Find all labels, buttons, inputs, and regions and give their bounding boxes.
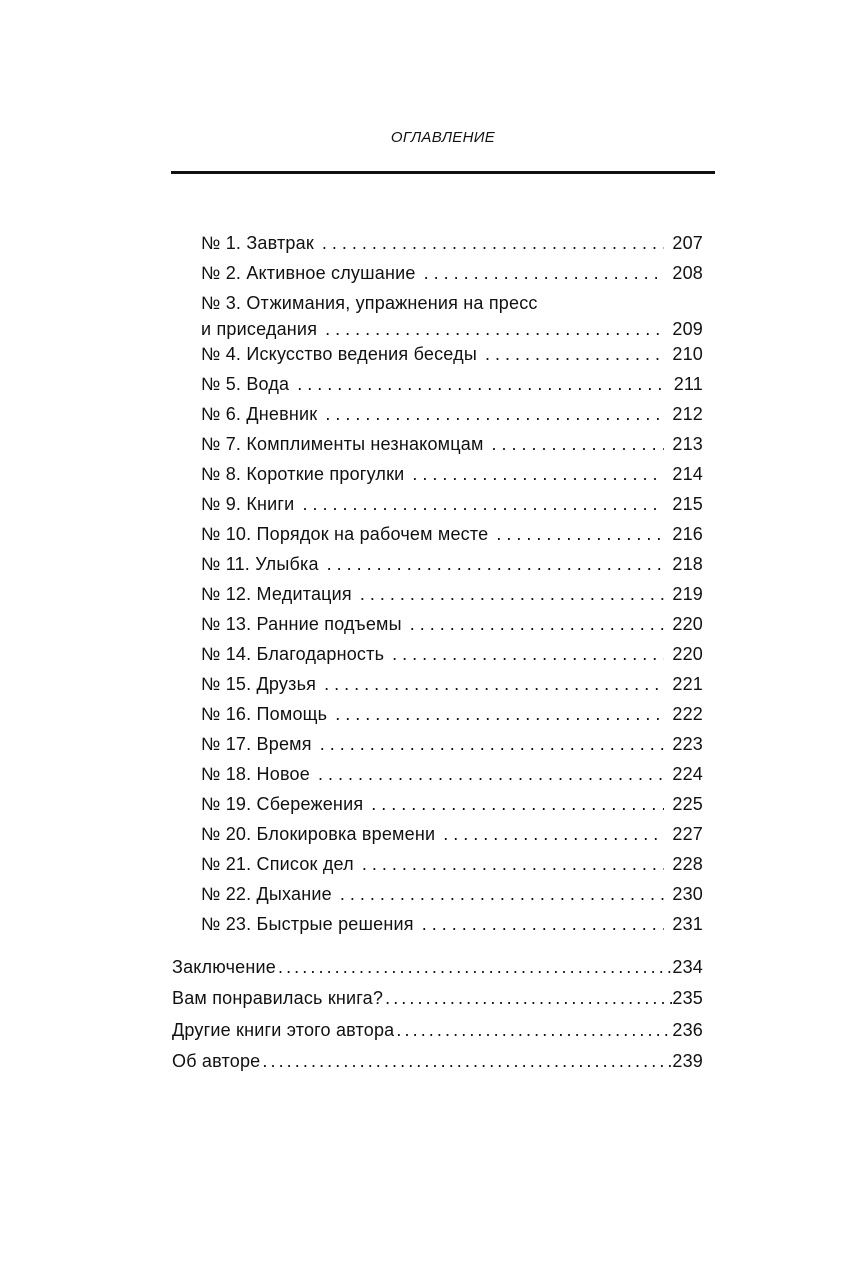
page-number: 227 — [672, 824, 703, 844]
entry-title: № 6. Дневник — [201, 404, 318, 424]
entry-title: № 8. Короткие прогулки — [201, 464, 405, 484]
dot-leader — [325, 318, 664, 340]
toc-entry[interactable] — [201, 403, 703, 433]
entry-title-continued: и приседания — [201, 318, 318, 339]
page-number: 225 — [672, 794, 703, 814]
entry-title: № 9. Книги — [201, 494, 295, 514]
entry-title: № 4. Искусство ведения беседы — [201, 344, 477, 364]
toc-entry[interactable] — [201, 613, 703, 643]
toc-entry[interactable] — [201, 823, 703, 853]
entry-title: № 16. Помощь — [201, 704, 328, 724]
dot-leader — [385, 987, 672, 1009]
dot-leader — [360, 583, 664, 605]
dot-leader — [443, 823, 664, 845]
dot-leader — [324, 673, 664, 695]
entry-title: № 13. Ранние подъемы — [201, 614, 402, 634]
toc-entry[interactable] — [172, 956, 703, 987]
header-rule — [171, 171, 715, 174]
back-matter-list — [172, 956, 703, 1081]
entry-title: № 23. Быстрые решения — [201, 914, 414, 934]
page-number: 215 — [672, 494, 703, 514]
dot-leader — [278, 956, 672, 978]
toc-entry[interactable] — [201, 373, 703, 403]
entry-title: № 12. Медитация — [201, 584, 352, 604]
entry-title: № 19. Сбережения — [201, 794, 364, 814]
page-number: 218 — [672, 554, 703, 574]
dot-leader — [325, 403, 664, 425]
page-number: 216 — [672, 524, 703, 544]
page-number: 234 — [672, 957, 703, 977]
toc-entry[interactable] — [172, 1019, 703, 1050]
page-number: 235 — [672, 988, 703, 1009]
toc-entry[interactable] — [201, 853, 703, 883]
entry-title: № 7. Комплименты незнакомцам — [201, 434, 484, 454]
toc-entry[interactable] — [201, 883, 703, 913]
dot-leader — [322, 232, 664, 254]
dot-leader — [335, 703, 664, 725]
dot-leader — [485, 343, 664, 365]
page-number: 236 — [672, 1019, 703, 1040]
toc-entry[interactable] — [201, 493, 703, 523]
page-number: 230 — [672, 884, 703, 904]
dot-leader — [318, 763, 664, 785]
dot-leader — [412, 463, 664, 485]
page-number: 228 — [672, 854, 703, 874]
toc-entry[interactable] — [201, 433, 703, 463]
entry-title: № 5. Вода — [201, 374, 290, 394]
chapter-list — [201, 232, 703, 943]
entry-title: № 11. Улыбка — [201, 554, 319, 574]
toc-entry[interactable] — [201, 733, 703, 763]
dot-leader — [496, 523, 664, 545]
toc-entry[interactable] — [172, 987, 703, 1018]
toc-entry[interactable] — [201, 523, 703, 553]
dot-leader — [410, 613, 665, 635]
entry-title: № 14. Благодарность — [201, 644, 385, 664]
entry-title: № 15. Друзья — [201, 674, 317, 694]
page-number: 223 — [672, 734, 703, 754]
dot-leader — [297, 373, 665, 395]
toc-entry[interactable] — [201, 643, 703, 673]
entry-title: № 21. Список дел — [201, 854, 354, 874]
toc-entry[interactable] — [201, 262, 703, 292]
page-number: 209 — [672, 318, 703, 339]
dot-leader — [320, 733, 665, 755]
dot-leader — [371, 793, 664, 815]
entry-title: Другие книги этого автора — [172, 1019, 395, 1040]
page-number: 214 — [672, 464, 703, 484]
toc-entry[interactable] — [201, 703, 703, 733]
running-header: ОГЛАВЛЕНИЕ — [390, 129, 496, 146]
dot-leader — [396, 1019, 672, 1041]
page-number: 222 — [672, 704, 703, 724]
page-number: 224 — [672, 764, 703, 784]
toc-entry[interactable] — [201, 583, 703, 613]
page-number: 239 — [672, 1050, 703, 1071]
dot-leader — [327, 553, 665, 575]
entry-title: № 18. Новое — [201, 764, 310, 784]
entry-title: № 20. Блокировка времени — [201, 824, 436, 844]
entry-title: Об авторе — [172, 1050, 261, 1071]
dot-leader — [340, 883, 664, 905]
page-number: 213 — [672, 434, 703, 454]
page-number: 221 — [672, 674, 703, 694]
page-number: 207 — [672, 233, 703, 253]
entry-title: № 17. Время — [201, 734, 312, 754]
toc-entry[interactable] — [201, 793, 703, 823]
page-number: 208 — [672, 263, 703, 283]
toc-entry[interactable] — [201, 463, 703, 493]
dot-leader — [492, 433, 665, 455]
dot-leader — [392, 643, 664, 665]
toc-entry[interactable] — [201, 343, 703, 373]
entry-title: № 3. Отжимания, упражнения на пресс — [201, 293, 538, 313]
entry-title: № 22. Дыхание — [201, 884, 332, 904]
dot-leader — [422, 913, 665, 935]
page-number: 231 — [672, 914, 703, 934]
entry-title: Заключение — [172, 957, 276, 977]
page-number: 210 — [672, 344, 703, 364]
page-number: 211 — [673, 374, 703, 394]
dot-leader — [362, 853, 665, 875]
dot-leader — [262, 1050, 672, 1072]
page-number: 220 — [672, 644, 703, 664]
toc-entry[interactable] — [201, 763, 703, 793]
toc-entry[interactable] — [201, 673, 703, 703]
page-number: 212 — [672, 404, 703, 424]
dot-leader — [424, 262, 665, 284]
toc-entry[interactable] — [172, 1050, 703, 1081]
dot-leader — [302, 493, 664, 515]
page-number: 219 — [672, 584, 703, 604]
page-number: 220 — [672, 614, 703, 634]
entry-title: № 2. Активное слушание — [201, 263, 416, 283]
toc-entry[interactable] — [201, 292, 703, 343]
toc-entry[interactable] — [201, 913, 703, 943]
entry-title: № 10. Порядок на рабочем месте — [201, 524, 489, 544]
entry-title: Вам понравилась книга? — [172, 988, 384, 1009]
entry-title: № 1. Завтрак — [201, 233, 314, 253]
toc-entry[interactable] — [201, 232, 703, 262]
toc-entry[interactable] — [201, 553, 703, 583]
